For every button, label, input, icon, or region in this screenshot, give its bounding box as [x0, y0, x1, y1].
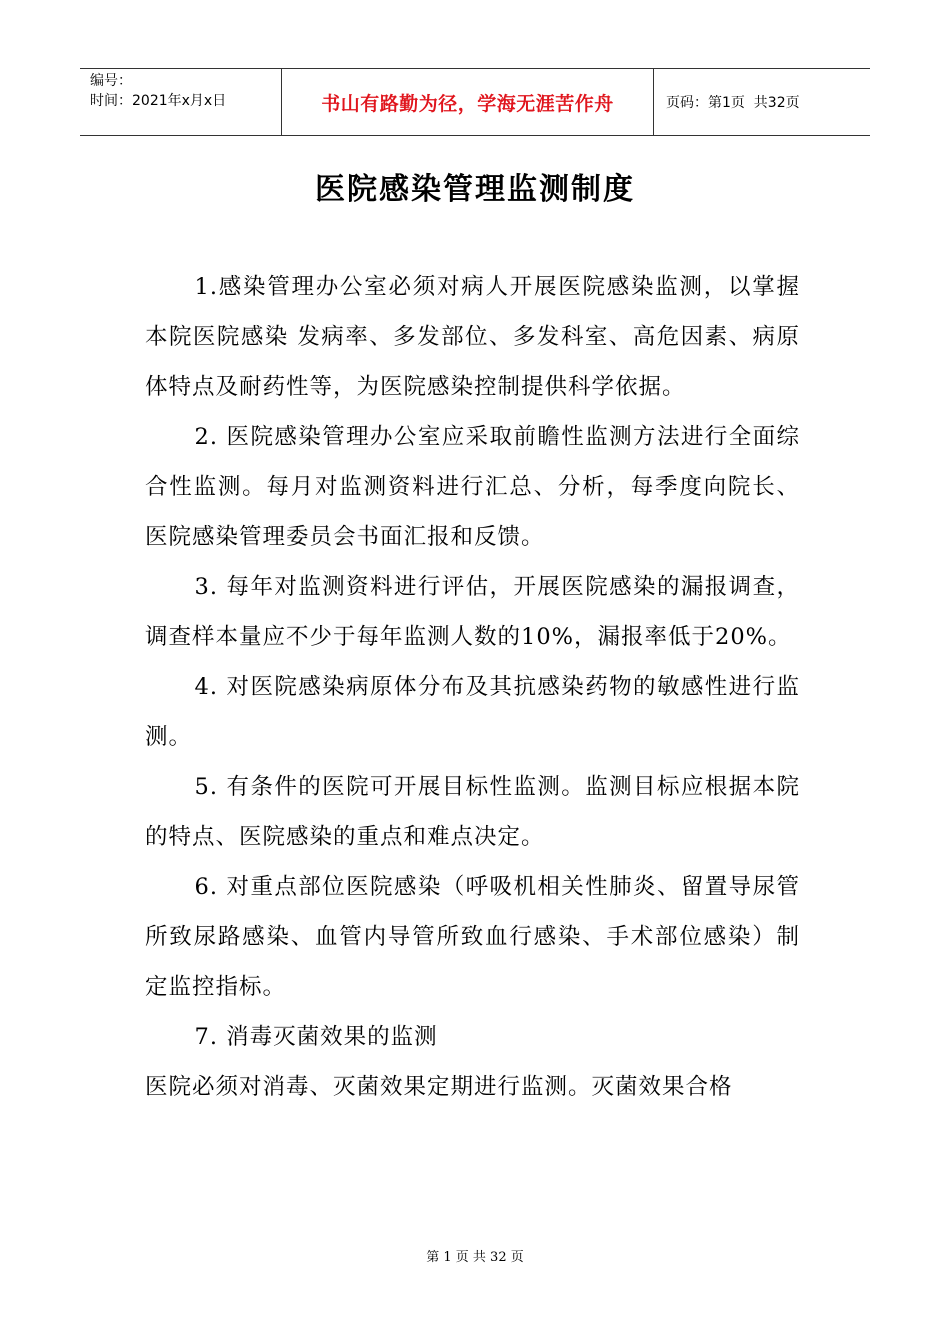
- number-label: 编号：: [90, 73, 132, 89]
- paragraph-4: 4. 对医院感染病原体分布及其抗感染药物的敏感性进行监测。: [145, 674, 800, 750]
- document-body: [145, 262, 800, 1112]
- document-header: [80, 68, 870, 136]
- page-info: 页码：第1页 共32页: [666, 95, 800, 111]
- paragraph-7: 7. 消毒灭菌效果的监测: [194, 1024, 438, 1050]
- paragraph-2: 2. 医院感染管理办公室应采取前瞻性监测方法进行全面综合性监测。每月对监测资料进行汇总、分析，每季度向院长、医院感染管理委员会书面汇报和反馈。: [145, 424, 800, 550]
- paragraph-8: 医院必须对消毒、灭菌效果定期进行监测。灭菌效果合格: [145, 1074, 733, 1100]
- paragraph-3: 3. 每年对监测资料进行评估，开展医院感染的漏报调查，调查样本量应不少于每年监测人数的10%，漏报率低于20%。: [145, 574, 800, 650]
- header-motto-cell: [282, 69, 654, 135]
- paragraph-1: 1.感染管理办公室必须对病人开展医院感染监测，以掌握本院医院感染 发病率、多发部位、多发科室、高危因素、病原体特点及耐药性等，为医院感染控制提供科学依据。: [145, 274, 800, 400]
- page-title: 医院感染管理监测制度: [315, 172, 635, 207]
- page-footer: 第 1 页 共 32 页: [426, 1250, 524, 1265]
- time-label: 时间：2021年x月x日: [90, 93, 227, 109]
- header-meta: [80, 69, 282, 135]
- header-page-cell: [654, 69, 870, 135]
- paragraph-5: 5. 有条件的医院可开展目标性监测。监测目标应根据本院的特点、医院感染的重点和难点决定。: [145, 774, 800, 850]
- paragraph-6: 6. 对重点部位医院感染（呼吸机相关性肺炎、留置导尿管所致尿路感染、血管内导管所致血行感染、手术部位感染）制定监控指标。: [145, 874, 800, 1000]
- motto-text: 书山有路勤为径，学海无涯苦作舟: [321, 92, 614, 115]
